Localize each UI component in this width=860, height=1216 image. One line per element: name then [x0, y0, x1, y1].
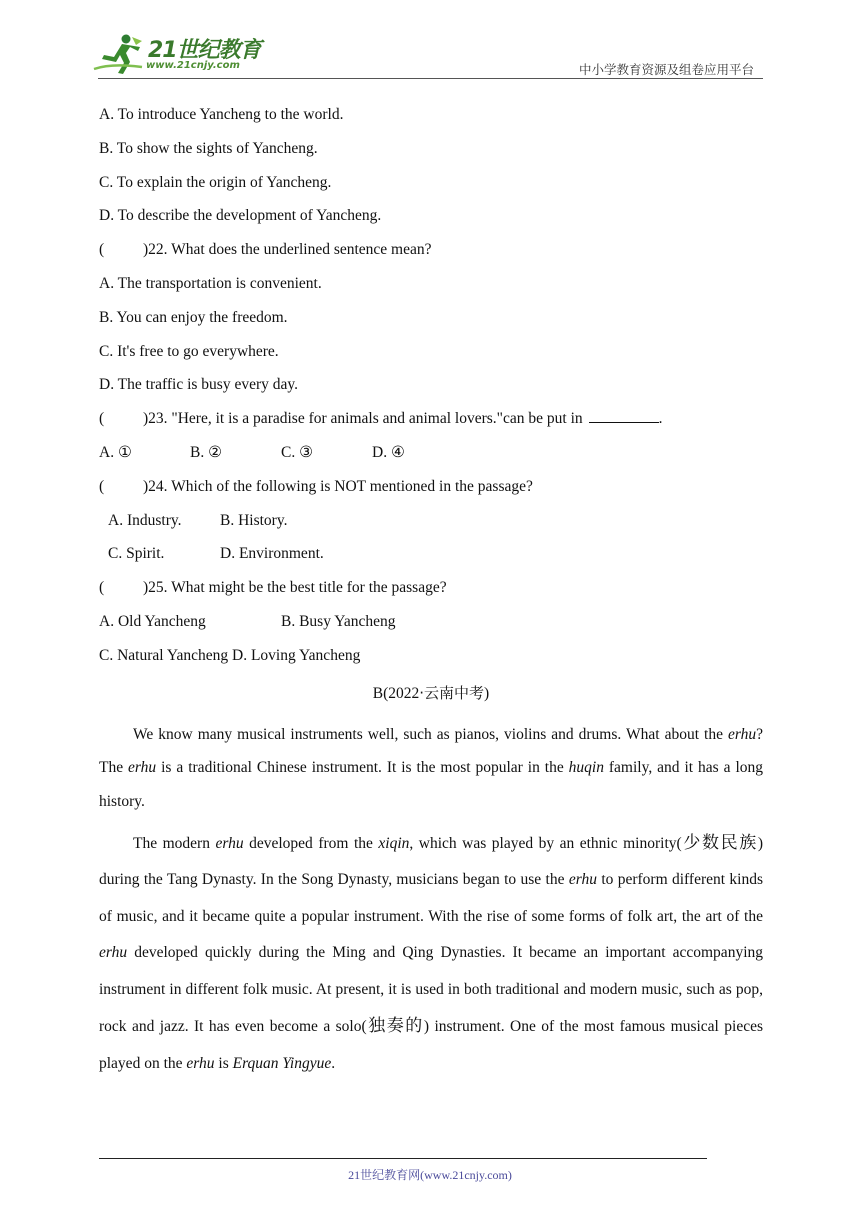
q24-question: )24. Which of the following is NOT mentioned in the passage?: [143, 477, 533, 495]
q22-option-a: A. The transportation is convenient.: [99, 274, 322, 292]
q25-stem: [99, 574, 763, 608]
platform-name: 中小学教育资源及组卷应用平台: [578, 62, 754, 77]
q23-option-d: D. ④: [372, 443, 405, 461]
q24-stem: [99, 473, 763, 507]
q23-stem: [99, 405, 763, 439]
logo-title: 21世纪教育: [148, 38, 261, 63]
q24-option-d: D. Environment.: [220, 545, 324, 563]
answer-paren: (: [99, 477, 105, 495]
section-b-title: B(2022·云南中考): [372, 683, 490, 702]
q23-options: [99, 439, 763, 473]
q21-option-a: A. To introduce Yancheng to the world.: [99, 106, 344, 123]
q22-stem: [99, 236, 763, 270]
q24-options-row1: [99, 507, 763, 541]
q24-option-c: C. Spirit.: [108, 545, 165, 563]
q22-option-b: B. You can enjoy the freedom.: [99, 308, 288, 326]
q21-option-c: C. To explain the origin of Yancheng.: [99, 173, 332, 191]
q25-question: )25. What might be the best title for the passage?: [143, 579, 447, 597]
q25-options-row1: [99, 608, 763, 642]
q24-option-a: A. Industry.: [108, 511, 182, 529]
q25-option-b: B. Busy Yancheng: [281, 612, 396, 630]
site-logo: [92, 33, 262, 77]
q23-question: )23. "Here, it is a paradise for animals and animal lovers."can be put in: [143, 410, 583, 428]
q24-option-b: B. History.: [220, 511, 288, 529]
page-header: [0, 0, 860, 80]
q22-option-c: C. It's free to go everywhere.: [99, 342, 279, 360]
answer-paren: (: [99, 579, 105, 597]
answer-paren: (: [99, 241, 105, 259]
passage-paragraph-2: The modern erhu developed from the xiqin, which was played by an ethnic minority(少数民族) during the Tang Dynasty. In the Song Dynasty, musicians began to use the erhu to perform different kinds of music, and it became quite a popular instrument. With the rise of some forms of folk art, the art of the erhu developed quickly during the Ming and Qing Dynasties. It became an important accompanying instrument in different folk music. At present, it is used in both traditional and modern music, such as pop, rock and jazz. It has even become a solo(独奏的) instrument. One of the most famous musical pieces played on the erhu is Erquan Yingyue.: [99, 832, 764, 1072]
footer-divider: [99, 1158, 707, 1159]
q22-question: )22. What does the underlined sentence mean?: [143, 241, 432, 259]
answer-paren: (: [99, 410, 105, 428]
q21-option-d: D. To describe the development of Yancheng.: [99, 207, 382, 225]
q22-option-d: D. The traffic is busy every day.: [99, 376, 299, 394]
q24-options-row2: [99, 540, 763, 574]
q23-end: .: [658, 410, 663, 428]
header-divider: [98, 78, 763, 79]
q25-option-cd: C. Natural Yancheng D. Loving Yancheng: [99, 646, 361, 664]
page-footer: 21世纪教育网(www.21cnjy.com): [348, 1168, 512, 1182]
q23-option-b: B. ②: [190, 443, 222, 461]
q23-option-c: C. ③: [281, 443, 313, 461]
fill-blank: [589, 406, 659, 423]
runner-logo-icon: [92, 33, 146, 77]
q25-option-a: A. Old Yancheng: [99, 612, 206, 630]
q21-option-b: B. To show the sights of Yancheng.: [99, 139, 318, 157]
worksheet-content: [99, 101, 763, 1082]
q23-option-a: A. ①: [99, 443, 132, 461]
logo-url: www.21cnjy.com: [146, 60, 240, 71]
passage-paragraph-1: We know many musical instruments well, such as pianos, violins and drums. What about the erhu? The erhu is a traditional Chinese instrument. It is the most popular in the huqin family, and it has a long history.: [99, 725, 763, 811]
